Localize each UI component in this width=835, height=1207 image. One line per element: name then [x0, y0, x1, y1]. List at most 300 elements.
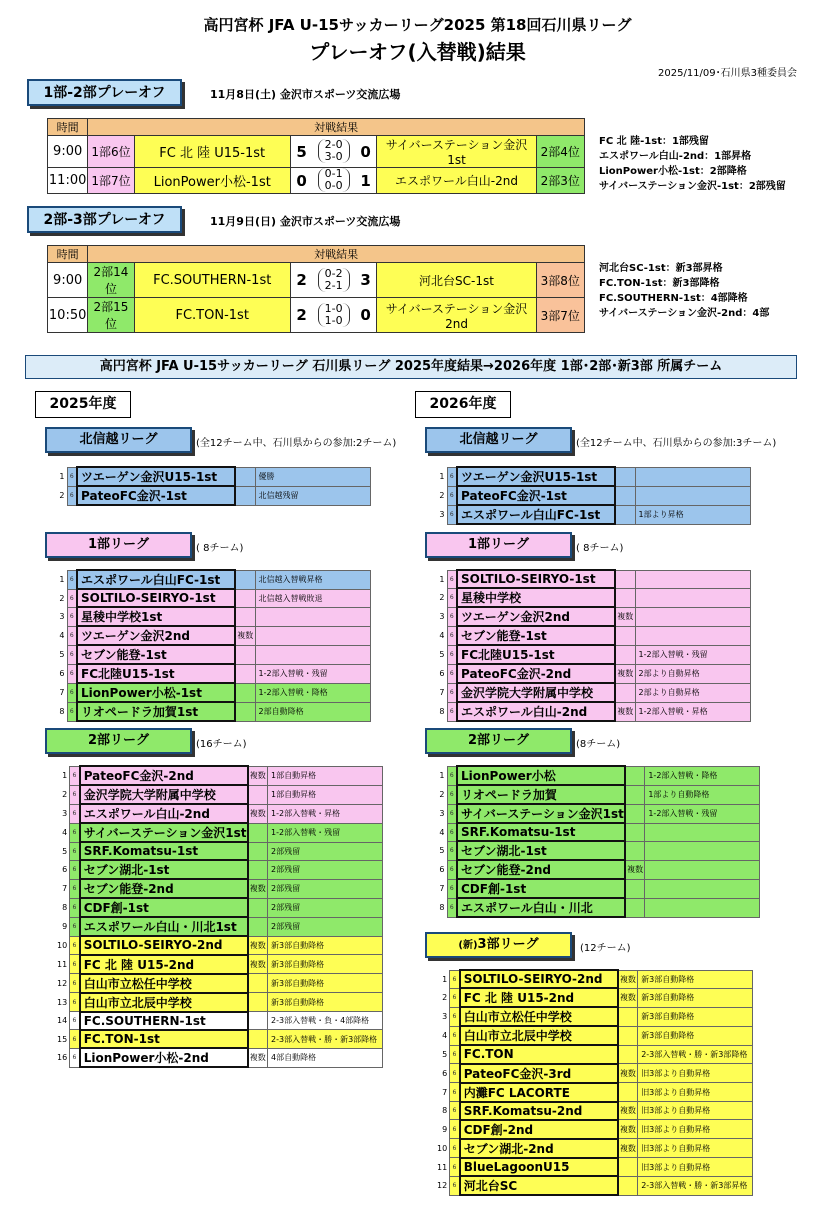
half-scores: 0-1 0-0: [312, 168, 354, 194]
rank: 3: [439, 612, 445, 622]
team-icon: 6: [450, 1102, 460, 1120]
rank: 7: [59, 688, 65, 698]
right-team: サイバーステーション金沢2nd: [377, 298, 536, 333]
team-row: [437, 486, 750, 505]
team-name: エスポワール白山・川北: [457, 898, 625, 917]
rank: 9: [62, 922, 68, 932]
rank: 4: [442, 1031, 448, 1041]
team-icon: 6: [67, 626, 77, 645]
multi-flag: [235, 467, 255, 486]
rank: 2: [62, 790, 68, 799]
team-name: PateoFC金沢-3rd: [460, 1064, 618, 1083]
right-rank: 3部8位: [536, 263, 584, 298]
multi-flag: 複数: [248, 766, 268, 785]
team-row: [57, 860, 383, 879]
team-result: [255, 607, 370, 626]
multi-flag: 複数: [618, 1139, 638, 1158]
league-d1-2025: 1部リーグ: [45, 532, 192, 558]
team-result: 2-3部入替戦・勝・新3部降格: [638, 1045, 753, 1063]
league-d3-label: 3部リーグ: [477, 937, 539, 952]
team-icon: 6: [447, 766, 457, 785]
team-row: [57, 842, 383, 860]
team-result: 新3部自動降格: [268, 955, 383, 974]
half-scores: 0-2 2-1: [312, 263, 354, 298]
multi-flag: [615, 486, 635, 505]
team-result: 1-2部入替戦・残留: [635, 645, 750, 664]
multi-flag: 複数: [248, 879, 268, 898]
team-result: 1部自動昇格: [268, 766, 383, 785]
multi-flag: [618, 1158, 638, 1176]
right-score: 1: [355, 168, 377, 194]
team-result: 1-2部入替戦・昇格: [268, 804, 383, 823]
right-score: 3: [355, 263, 377, 298]
team-name: FC北陸U15-1st: [77, 664, 235, 683]
multi-flag: 複数: [618, 970, 638, 988]
team-result: 2-3部入替戦・勝・新3部昇格: [638, 1176, 753, 1195]
multi-flag: 複数: [618, 1102, 638, 1120]
team-name: BlueLagoonU15: [460, 1158, 618, 1176]
team-icon: 6: [450, 1120, 460, 1139]
new-prefix: (新): [458, 940, 478, 951]
multi-flag: [618, 1083, 638, 1102]
multi-flag: 複数: [248, 804, 268, 823]
left-rank: 2部14位: [88, 263, 134, 298]
po2-label: 2部-3部プレーオフ: [27, 206, 182, 233]
rank: 4: [62, 828, 68, 837]
multi-flag: [625, 804, 645, 823]
league-info: (全12チーム中、石川県からの参加:3チーム): [576, 438, 777, 449]
team-result: 2部残留: [268, 879, 383, 898]
team-name: SOLTILO-SEIRYO-2nd: [460, 970, 618, 988]
team-icon: 6: [447, 879, 457, 898]
team-row: [437, 841, 760, 860]
po2-info: 11月9日(日) 金沢市スポーツ交流広場: [210, 215, 401, 228]
multi-flag: 複数: [618, 988, 638, 1007]
team-row: [437, 785, 760, 804]
team-icon: 6: [67, 664, 77, 683]
team-result: [635, 486, 750, 505]
team-name: ツエーゲン金沢2nd: [77, 626, 235, 645]
team-row: [437, 467, 750, 486]
team-row: [57, 683, 370, 702]
team-row: [437, 1139, 753, 1158]
multi-flag: [615, 505, 635, 524]
team-icon: 6: [67, 589, 77, 607]
team-icon: 6: [70, 974, 80, 993]
team-icon: 6: [67, 570, 77, 589]
team-result: 北信越入替戦敗退: [255, 589, 370, 607]
team-row: [57, 936, 383, 954]
team-row: [57, 804, 383, 823]
d1-2025-table: [57, 569, 371, 722]
team-result: 1-2部入替戦・残留: [645, 804, 760, 823]
team-name: セブン能登-2nd: [80, 879, 248, 898]
team-name: SRF.Komatsu-1st: [80, 842, 248, 860]
team-name: CDF創-2nd: [460, 1120, 618, 1139]
po1-table: [47, 118, 585, 194]
team-icon: 6: [70, 842, 80, 860]
rank: 1: [59, 472, 65, 481]
team-name: 金沢学院大学附属中学校: [457, 683, 615, 702]
team-icon: 6: [447, 683, 457, 702]
team-result: [635, 626, 750, 645]
half-scores: 2-0 3-0: [312, 136, 354, 168]
rank: 2: [439, 790, 445, 799]
team-icon: 6: [447, 570, 457, 588]
multi-flag: [618, 1045, 638, 1063]
team-row: [57, 823, 383, 842]
multi-flag: [248, 842, 268, 860]
multi-flag: [235, 570, 255, 589]
team-row: [437, 1102, 753, 1120]
team-name: FC北陸U15-1st: [457, 645, 615, 664]
d2-2026-table: [437, 765, 760, 918]
team-row: [57, 589, 370, 607]
team-icon: 6: [447, 588, 457, 607]
left-score: 5: [290, 136, 312, 168]
left-team: LionPower小松-1st: [134, 168, 290, 194]
team-icon: 6: [447, 467, 457, 486]
team-icon: 6: [67, 683, 77, 702]
team-name: セブン湖北-2nd: [460, 1139, 618, 1158]
team-icon: 6: [67, 486, 77, 505]
multi-flag: [235, 589, 255, 607]
team-result: 4部自動降格: [268, 1048, 383, 1067]
team-name: PateoFC金沢-2nd: [457, 664, 615, 683]
rank: 13: [57, 997, 68, 1007]
note: FC.TON-1st：新3部降格: [599, 278, 720, 289]
team-result: 新3部自動降格: [638, 970, 753, 988]
po2-table: [47, 245, 585, 333]
team-icon: 6: [70, 955, 80, 974]
rank: 7: [62, 884, 68, 894]
note: LionPower小松-1st：2部降格: [599, 166, 747, 177]
team-row: [437, 1064, 753, 1083]
team-icon: 6: [70, 823, 80, 842]
team-row: [437, 1045, 753, 1063]
rank: 3: [439, 510, 445, 519]
rank: 1: [439, 574, 445, 584]
team-result: 新3部自動降格: [638, 988, 753, 1007]
rank: 7: [442, 1087, 448, 1097]
team-result: [635, 570, 750, 588]
po1-notes: [599, 134, 786, 194]
rank: 5: [439, 650, 445, 660]
team-name: エスポワール白山-2nd: [457, 702, 615, 721]
multi-flag: [625, 823, 645, 841]
multi-flag: [235, 645, 255, 664]
team-result: 旧3部より自動昇格: [638, 1064, 753, 1083]
team-name: ツエーゲン金沢U15-1st: [77, 467, 235, 486]
rank: 5: [442, 1049, 448, 1059]
team-name: FC.SOUTHERN-1st: [80, 1012, 248, 1030]
page-title: 高円宮杯 JFA U-15サッカーリーグ2025 第18回石川県リーグ: [203, 16, 632, 34]
team-result: 2-3部入替戦・勝・新3部降格: [268, 1030, 383, 1048]
team-result: [255, 626, 370, 645]
rank: 16: [57, 1053, 68, 1063]
left-team: FC.SOUTHERN-1st: [134, 263, 290, 298]
team-result: 新3部自動降格: [268, 993, 383, 1012]
rank: 2: [442, 993, 448, 1003]
right-rank: 3部7位: [536, 298, 584, 333]
match-time: 11:00: [48, 168, 88, 194]
team-result: [645, 860, 760, 879]
d3-2026-table: [437, 969, 753, 1196]
team-row: [57, 486, 370, 505]
team-result: [255, 645, 370, 664]
team-result: 北信越残留: [255, 486, 370, 505]
team-name: リオペードラ加賀: [457, 785, 625, 804]
team-result: 旧3部より自動昇格: [638, 1158, 753, 1176]
rank: 2: [439, 593, 445, 603]
team-icon: 6: [450, 988, 460, 1007]
team-name: FC.TON: [460, 1045, 618, 1063]
team-name: PateoFC金沢-1st: [457, 486, 615, 505]
header-time: 時間: [48, 119, 88, 136]
right-score: 0: [355, 298, 377, 333]
team-result: 1-2部入替戦・降格: [645, 766, 760, 785]
team-icon: 6: [67, 607, 77, 626]
team-icon: 6: [447, 804, 457, 823]
team-name: 白山市立松任中学校: [460, 1007, 618, 1026]
team-icon: 6: [447, 505, 457, 524]
multi-flag: 複数: [615, 664, 635, 683]
team-icon: 6: [67, 467, 77, 486]
multi-flag: [625, 766, 645, 785]
team-name: ツエーゲン金沢2nd: [457, 607, 615, 626]
multi-flag: [615, 588, 635, 607]
multi-flag: [248, 917, 268, 936]
note: エスポワール白山-2nd：1部昇格: [599, 151, 752, 162]
team-row: [437, 664, 750, 683]
team-row: [437, 823, 760, 841]
match-time: 9:00: [48, 263, 88, 298]
team-row: [57, 1030, 383, 1048]
team-row: [437, 1176, 753, 1195]
note: FC.SOUTHERN-1st：4部降格: [599, 293, 748, 304]
team-name: 内灘FC LACORTE: [460, 1083, 618, 1102]
note: 河北台SC-1st：新3部昇格: [599, 263, 723, 274]
league-d3-2026: [425, 932, 572, 958]
multi-flag: [235, 664, 255, 683]
team-result: [645, 841, 760, 860]
league-d2-2025: 2部リーグ: [45, 728, 192, 754]
team-row: [57, 664, 370, 683]
team-result: 旧3部より自動昇格: [638, 1139, 753, 1158]
rank: 6: [439, 865, 445, 875]
d1-2026-table: [437, 569, 751, 722]
team-name: エスポワール白山-2nd: [80, 804, 248, 823]
team-row: [437, 505, 750, 524]
rank: 1: [439, 771, 445, 780]
team-name: FC 北 陸 U15-2nd: [460, 988, 618, 1007]
team-row: [437, 683, 750, 702]
multi-flag: [625, 785, 645, 804]
team-icon: 6: [450, 1064, 460, 1083]
left-rank: 1部6位: [88, 136, 134, 168]
multi-flag: 複数: [618, 1064, 638, 1083]
league-info: (8チーム): [576, 739, 621, 750]
rank: 5: [59, 650, 65, 660]
team-name: CDF創-1st: [457, 879, 625, 898]
team-icon: 6: [450, 1007, 460, 1026]
team-name: SOLTILO-SEIRYO-2nd: [80, 936, 248, 954]
banner: 高円宮杯 JFA U-15サッカーリーグ 石川県リーグ 2025年度結果→2026年度 1部･2部･新3部 所属チーム: [25, 355, 797, 379]
rank: 4: [439, 631, 445, 641]
team-row: [437, 607, 750, 626]
multi-flag: 複数: [618, 1120, 638, 1139]
rank: 14: [57, 1016, 68, 1026]
league-info: (16チーム): [196, 739, 247, 750]
team-row: [437, 626, 750, 645]
rank: 1: [442, 974, 448, 984]
team-result: 2部残留: [268, 860, 383, 879]
league-d2-2026: 2部リーグ: [425, 728, 572, 754]
multi-flag: [625, 879, 645, 898]
team-result: 2-3部入替戦・負・4部降格: [268, 1012, 383, 1030]
team-row: [57, 702, 370, 721]
team-row: [437, 702, 750, 721]
team-name: SRF.Komatsu-1st: [457, 823, 625, 841]
rank: 6: [59, 669, 65, 679]
team-result: 1部より自動降格: [645, 785, 760, 804]
team-name: SOLTILO-SEIRYO-1st: [77, 589, 235, 607]
team-result: [645, 879, 760, 898]
page-subtitle: プレーオフ(入替戦)結果: [309, 40, 526, 64]
team-name: 白山市立松任中学校: [80, 974, 248, 993]
team-icon: 6: [70, 917, 80, 936]
team-result: 1部より昇格: [635, 505, 750, 524]
team-name: エスポワール白山・川北1st: [80, 917, 248, 936]
team-icon: 6: [447, 645, 457, 664]
hokushinetsu-2026-table: [437, 466, 751, 525]
rank: 8: [442, 1106, 448, 1116]
team-result: 1-2部入替戦・残留: [268, 823, 383, 842]
team-result: 1-2部入替戦・残留: [255, 664, 370, 683]
team-result: 旧3部より自動昇格: [638, 1083, 753, 1102]
rank: 9: [442, 1124, 448, 1134]
team-result: 北信越入替戦昇格: [255, 570, 370, 589]
multi-flag: [248, 1012, 268, 1030]
half-scores: 1-0 1-0: [312, 298, 354, 333]
multi-flag: 複数: [248, 936, 268, 954]
multi-flag: [248, 860, 268, 879]
rank: 8: [439, 903, 445, 913]
rank: 15: [57, 1034, 68, 1044]
team-result: 2部より自動昇格: [635, 683, 750, 702]
header-result: 対戦結果: [88, 119, 585, 136]
multi-flag: [615, 570, 635, 588]
team-name: エスポワール白山FC-1st: [457, 505, 615, 524]
team-row: [437, 588, 750, 607]
match-row: [48, 168, 585, 194]
rank: 7: [439, 884, 445, 894]
team-icon: 6: [70, 860, 80, 879]
team-name: 星稜中学校1st: [77, 607, 235, 626]
rank: 11: [437, 1162, 448, 1172]
team-row: [437, 645, 750, 664]
rank: 2: [439, 491, 445, 500]
multi-flag: [235, 486, 255, 505]
team-icon: 6: [447, 626, 457, 645]
team-row: [437, 898, 760, 917]
rank: 6: [442, 1068, 448, 1078]
team-row: [437, 1158, 753, 1176]
team-name: 金沢学院大学附属中学校: [80, 785, 248, 804]
team-row: [57, 898, 383, 917]
team-row: [437, 570, 750, 588]
multi-flag: [235, 702, 255, 721]
team-result: [635, 588, 750, 607]
team-icon: 6: [70, 1030, 80, 1048]
team-icon: 6: [447, 785, 457, 804]
team-row: [57, 955, 383, 974]
team-row: [57, 1012, 383, 1030]
multi-flag: [618, 1176, 638, 1195]
rank: 10: [437, 1143, 448, 1153]
header-result: 対戦結果: [88, 246, 585, 263]
team-result: [635, 467, 750, 486]
rank: 6: [439, 669, 445, 679]
team-row: [57, 1048, 383, 1067]
team-icon: 6: [450, 1139, 460, 1158]
team-icon: 6: [67, 645, 77, 664]
team-name: CDF創-1st: [80, 898, 248, 917]
po1-info: 11月8日(土) 金沢市スポーツ交流広場: [210, 88, 401, 101]
team-icon: 6: [70, 785, 80, 804]
team-icon: 6: [447, 607, 457, 626]
team-name: LionPower小松-1st: [77, 683, 235, 702]
team-name: 白山市立北辰中学校: [460, 1026, 618, 1045]
team-name: セブン能登-1st: [457, 626, 615, 645]
team-result: 2部自動降格: [255, 702, 370, 721]
team-icon: 6: [450, 1026, 460, 1045]
team-result: 1部自動昇格: [268, 785, 383, 804]
po2-notes: [599, 261, 769, 321]
team-row: [437, 1083, 753, 1102]
right-team: サイバーステーション金沢1st: [377, 136, 536, 168]
team-result: 新3部自動降格: [638, 1007, 753, 1026]
rank: 2: [59, 491, 65, 500]
team-name: FC 北 陸 U15-2nd: [80, 955, 248, 974]
rank: 2: [59, 593, 65, 603]
team-result: [645, 898, 760, 917]
team-row: [437, 988, 753, 1007]
team-name: エスポワール白山FC-1st: [77, 570, 235, 589]
left-score: 2: [290, 263, 312, 298]
team-result: [635, 607, 750, 626]
rank: 4: [439, 827, 445, 837]
match-row: [48, 298, 585, 333]
right-score: 0: [355, 136, 377, 168]
match-time: 9:00: [48, 136, 88, 168]
team-row: [57, 917, 383, 936]
team-row: [57, 607, 370, 626]
right-team: エスポワール白山-2nd: [377, 168, 536, 194]
left-team: FC 北 陸 U15-1st: [134, 136, 290, 168]
team-icon: 6: [447, 823, 457, 841]
team-result: 2部残留: [268, 898, 383, 917]
team-name: ツエーゲン金沢U15-1st: [457, 467, 615, 486]
team-name: PateoFC金沢-2nd: [80, 766, 248, 785]
rank: 6: [62, 865, 68, 875]
team-name: SRF.Komatsu-2nd: [460, 1102, 618, 1120]
multi-flag: 複数: [248, 955, 268, 974]
multi-flag: [248, 974, 268, 993]
hokushinetsu-2025-table: [57, 466, 371, 506]
multi-flag: [615, 683, 635, 702]
multi-flag: [248, 993, 268, 1012]
